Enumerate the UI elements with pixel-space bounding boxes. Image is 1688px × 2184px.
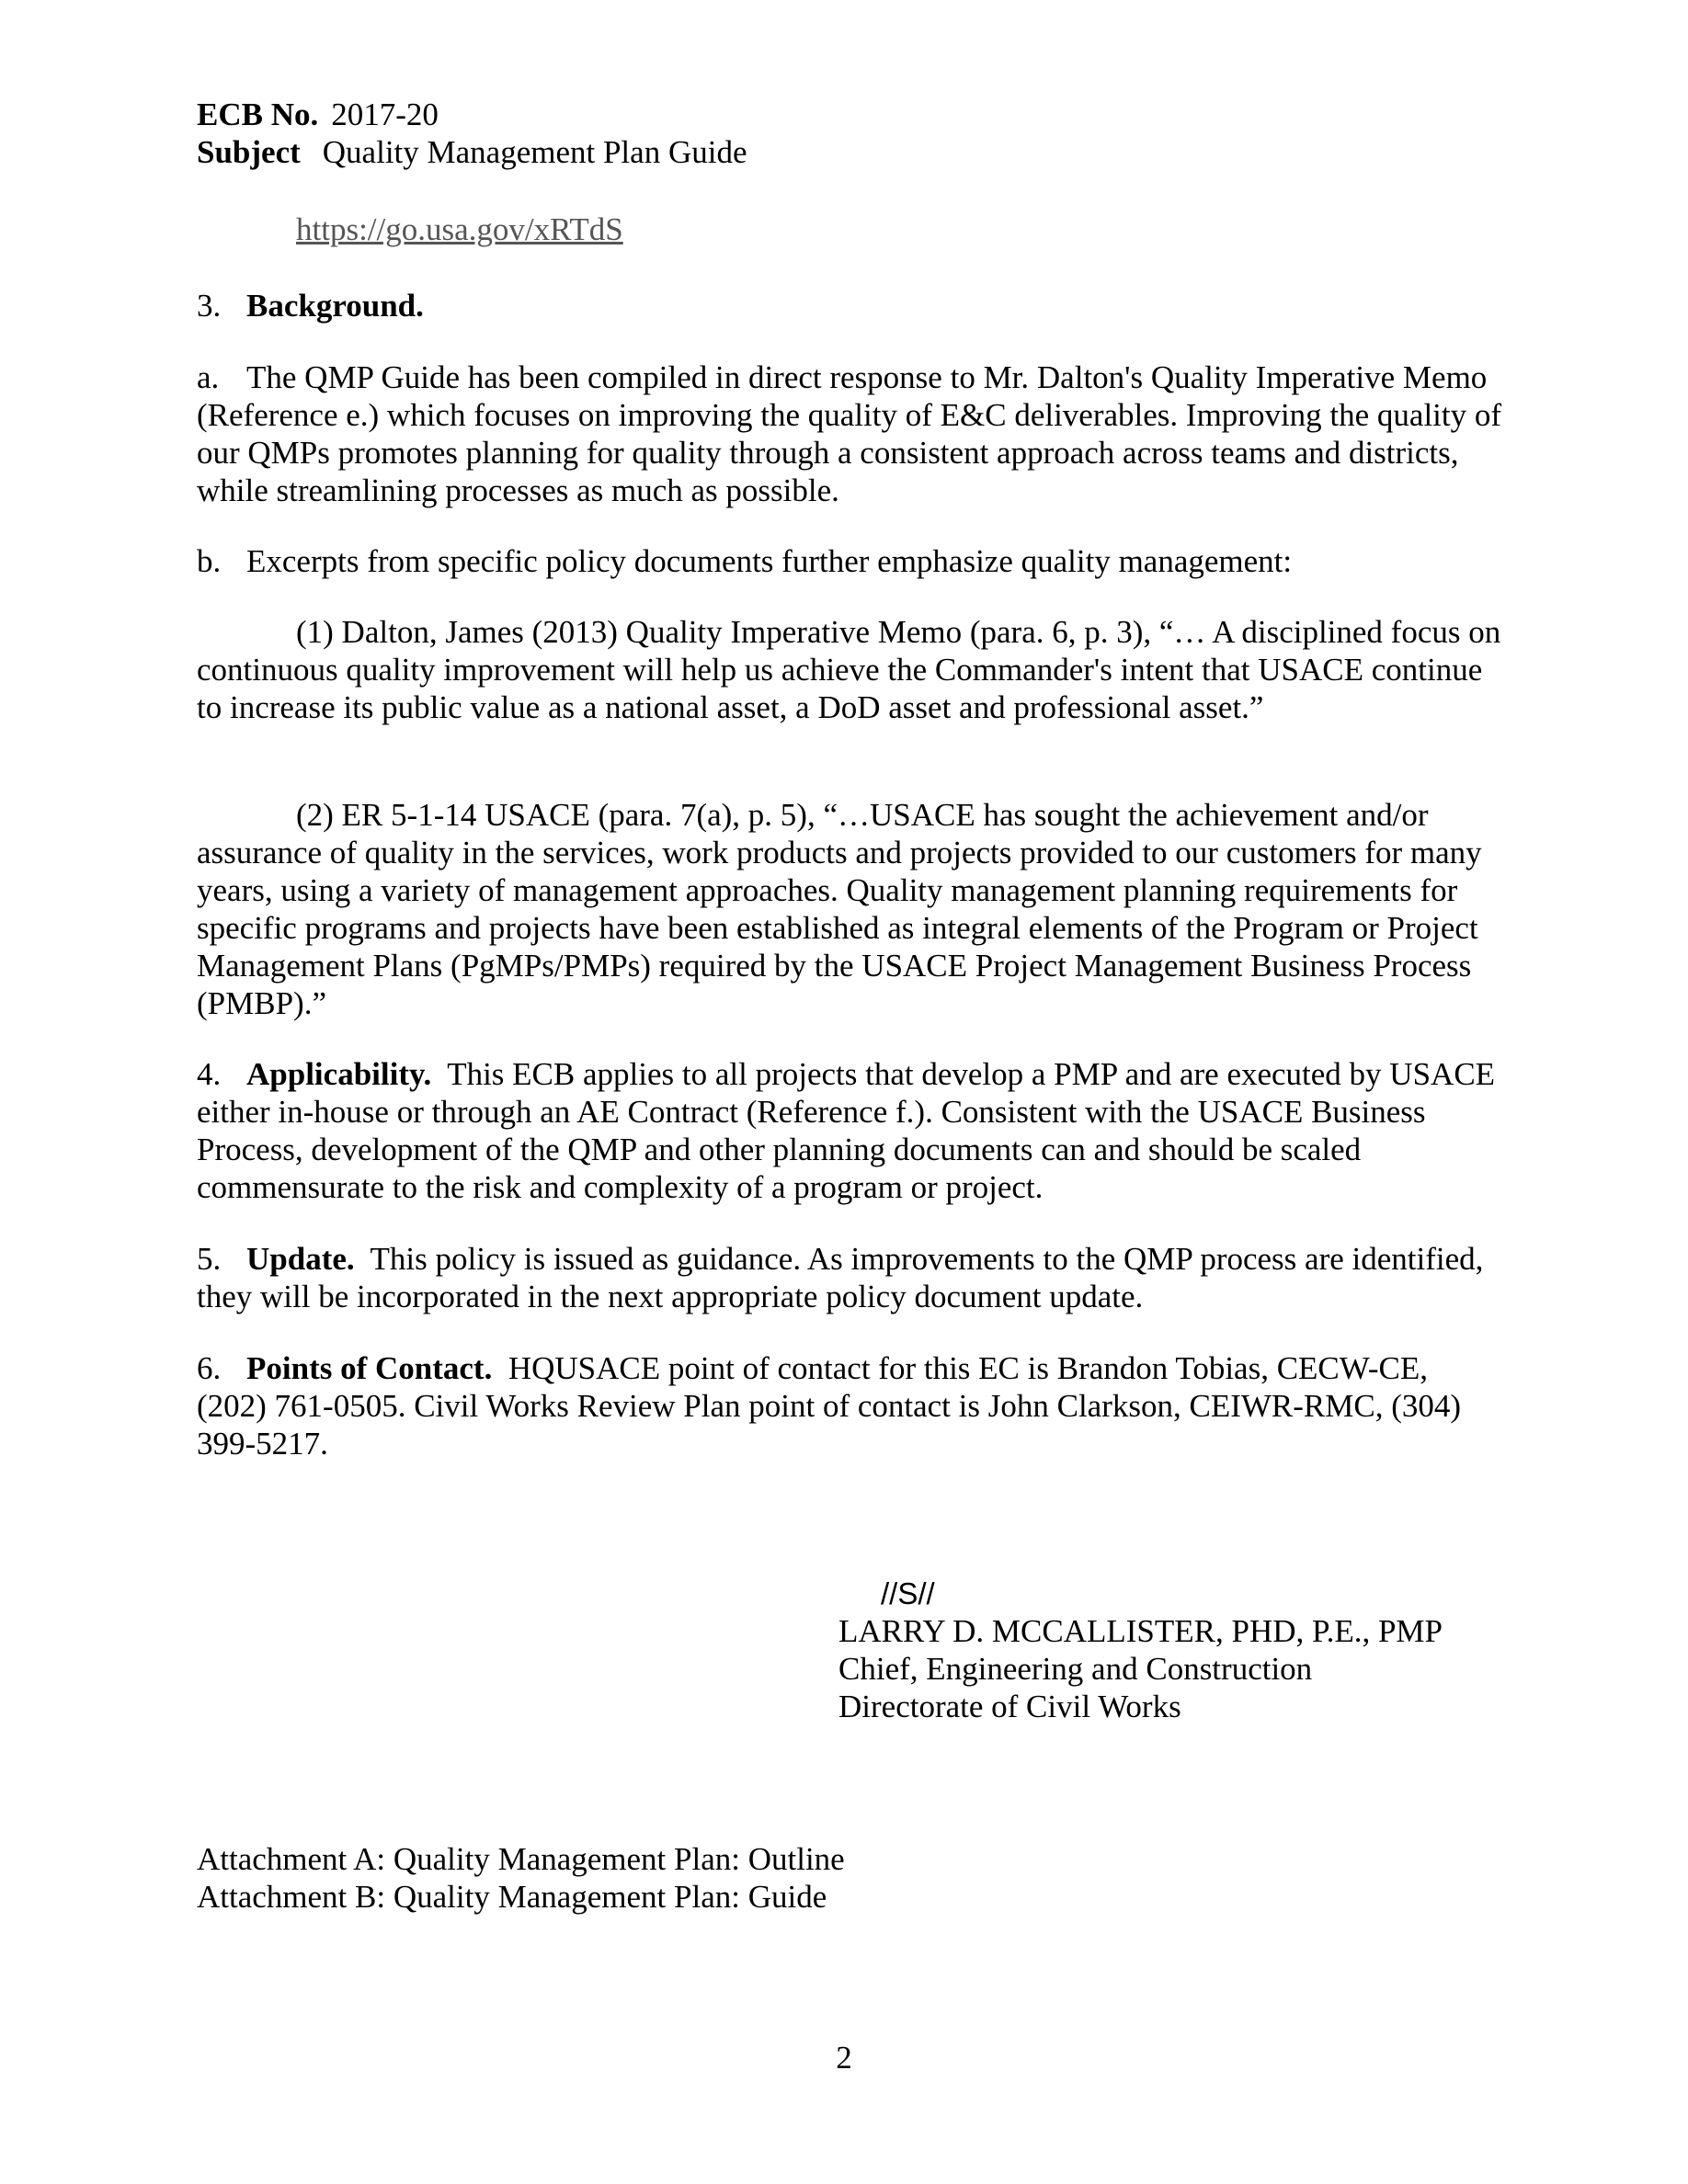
signatory-title: Chief, Engineering and Construction xyxy=(838,1651,1313,1687)
section-4-text: This ECB applies to all projects that develop a PMP and are executed by USACE either in-house or through an AE Contract (Reference f.). Consistent with the USACE Business Process, development of the QMP and other planning documents can and should be scaled commensurate to the risk and complexity of a program or project. xyxy=(197,1056,1496,1205)
section-4 xyxy=(197,1055,1502,1206)
section-6-number: 6. xyxy=(197,1350,222,1386)
excerpt-1-text: (1) Dalton, James (2013) Quality Imperative Memo (para. 6, p. 3), “… A disciplined focus on continuous quality improvement will help us achieve the Commander's intent that USACE continue to increase its public value as a national asset, a DoD asset and professional asset.” xyxy=(197,614,1501,725)
signature-mark: //S// xyxy=(881,1576,935,1610)
section-5-number: 5. xyxy=(197,1241,222,1277)
ecb-number: 2017-20 xyxy=(331,97,439,132)
document-header xyxy=(197,96,1502,171)
signatory-name: LARRY D. MCCALLISTER, PHD, P.E., PMP xyxy=(838,1613,1443,1649)
attachment-b: Attachment B: Quality Management Plan: Guide xyxy=(197,1879,827,1915)
reference-link-line xyxy=(296,210,1602,248)
section-3-heading xyxy=(197,287,1502,324)
section-5-text: This policy is issued as guidance. As improvements to the QMP process are identified, they will be incorporated in the next appropriate policy document update. xyxy=(197,1241,1484,1314)
signatory-organization: Directorate of Civil Works xyxy=(838,1689,1181,1724)
subject-value: Quality Management Plan Guide xyxy=(322,134,747,170)
paragraph-3a xyxy=(197,358,1502,509)
paragraph-3b-text: Excerpts from specific policy documents further emphasize quality management: xyxy=(246,543,1293,579)
subject-label: Subject xyxy=(197,134,301,170)
section-6-text: HQUSACE point of contact for this EC is Brandon Tobias, CECW-CE, (202) 761-0505. Civil Works Review Plan point of contact is John Clarkson, CEIWR-RMC, (304) 399-5217. xyxy=(197,1350,1462,1462)
section-3-number: 3. xyxy=(197,288,222,324)
section-3-title: Background. xyxy=(246,288,424,324)
excerpt-2-text: (2) ER 5-1-14 USACE (para. 7(a), p. 5), “…USACE has sought the achievement and/or assurance of quality in the services, work products and projects provided to our customers for many years, using a variety of management approaches. Quality management planning requirements for specific programs and projects have been established as integral elements of the Program or Project Management Plans (PgMPs/PMPs) required by the USACE Project Management Business Process (PMBP).” xyxy=(197,797,1482,1021)
section-4-number: 4. xyxy=(197,1056,222,1092)
section-6-title: Points of Contact. xyxy=(246,1350,493,1386)
attachments-list xyxy=(197,1840,1502,1916)
reference-link[interactable]: https://go.usa.gov/xRTdS xyxy=(296,211,623,247)
ecb-label: ECB No. xyxy=(197,97,319,132)
page-number: 2 xyxy=(836,2040,852,2076)
paragraph-3b-marker: b. xyxy=(197,543,222,579)
section-6 xyxy=(197,1349,1502,1462)
paragraph-3a-text: The QMP Guide has been compiled in direct response to Mr. Dalton's Quality Imperative Memo (Reference e.) which focuses on improving the quality of E&C deliverables. Improving the quality of our QMPs promotes planning for quality through a consistent approach across teams and districts, while streamlining processes as much as possible. xyxy=(197,359,1502,508)
section-5 xyxy=(197,1240,1502,1315)
section-4-title: Applicability. xyxy=(246,1056,432,1092)
excerpt-2 xyxy=(197,796,1502,1022)
excerpt-1 xyxy=(197,613,1502,726)
paragraph-3b xyxy=(197,542,1502,580)
paragraph-3a-marker: a. xyxy=(197,359,220,395)
signature-block xyxy=(838,1575,1574,1725)
attachment-a: Attachment A: Quality Management Plan: Outline xyxy=(197,1841,845,1877)
section-5-title: Update. xyxy=(246,1241,355,1277)
